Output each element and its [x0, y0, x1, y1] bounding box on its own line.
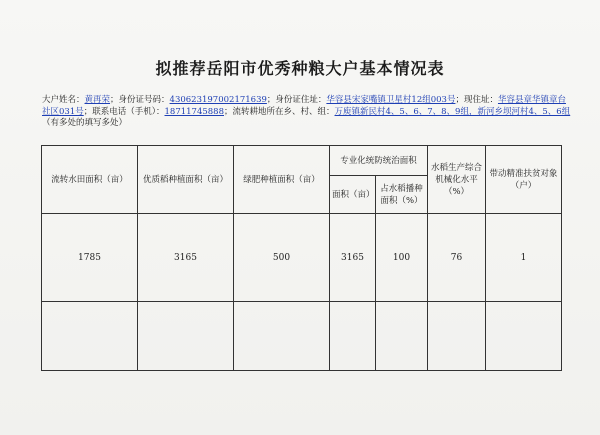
id-value: 430623197002171639	[169, 95, 267, 105]
empty-cell	[486, 302, 562, 371]
header-quality-rice-area: 优质稻种植面积（亩）	[138, 146, 234, 214]
cell-transferred-paddy-area: 1785	[42, 214, 138, 302]
empty-cell	[376, 302, 428, 371]
cell-mechanization-level: 76	[428, 214, 486, 302]
phone-label: ；联系电话（手机）：	[83, 106, 165, 117]
cell-poverty-households: 1	[486, 214, 562, 302]
data-table	[41, 145, 562, 371]
header-poverty-households: 带动精准扶贫对象（户）	[486, 146, 562, 214]
land-location-value: 万庾镇新民村4、5、6、7、8、9组，新河乡坝河村4、5、6组	[334, 106, 571, 117]
header-mechanization-level: 水稻生产综合机械化水平（%）	[428, 146, 486, 214]
cell-pest-control-area: 3165	[330, 214, 376, 302]
empty-cell	[42, 302, 138, 371]
current-address-label: ；现住址：	[455, 95, 498, 105]
header-pest-control-group: 专业化统防统治面积	[330, 146, 428, 176]
name-label: 大户姓名：	[42, 95, 85, 105]
current-address-value: 华容县章华镇章台社区031号	[42, 95, 566, 117]
id-address-value: 华容县宋家嘴镇卫星村12组003号	[326, 95, 456, 105]
header-pest-control-area: 面积（亩）	[330, 176, 376, 214]
empty-cell	[138, 302, 234, 371]
cell-green-manure-area: 500	[234, 214, 330, 302]
info-block	[42, 95, 572, 130]
phone-value: 18711745888	[164, 106, 224, 117]
header-green-manure-area: 绿肥种植面积（亩）	[234, 146, 330, 214]
document-title: 拟推荐岳阳市优秀种粮大户基本情况表	[155, 59, 445, 78]
id-label: ；身份证号码：	[110, 95, 170, 105]
land-location-label: ；流转耕地所在乡、村、组：	[224, 106, 335, 117]
header-transferred-paddy-area: 流转水田面积（亩）	[42, 146, 138, 214]
header-pest-control-ratio: 占水稻播种面积（%）	[376, 176, 428, 214]
cell-pest-control-ratio: 100	[376, 214, 428, 302]
empty-cell	[234, 302, 330, 371]
empty-cell	[428, 302, 486, 371]
empty-cell	[330, 302, 376, 371]
name-value: 黄再荣	[84, 95, 111, 105]
id-address-label: ；身份证住址：	[266, 95, 327, 105]
info-note: （有多处的填写多处）	[42, 118, 128, 128]
cell-quality-rice-area: 3165	[138, 214, 234, 302]
